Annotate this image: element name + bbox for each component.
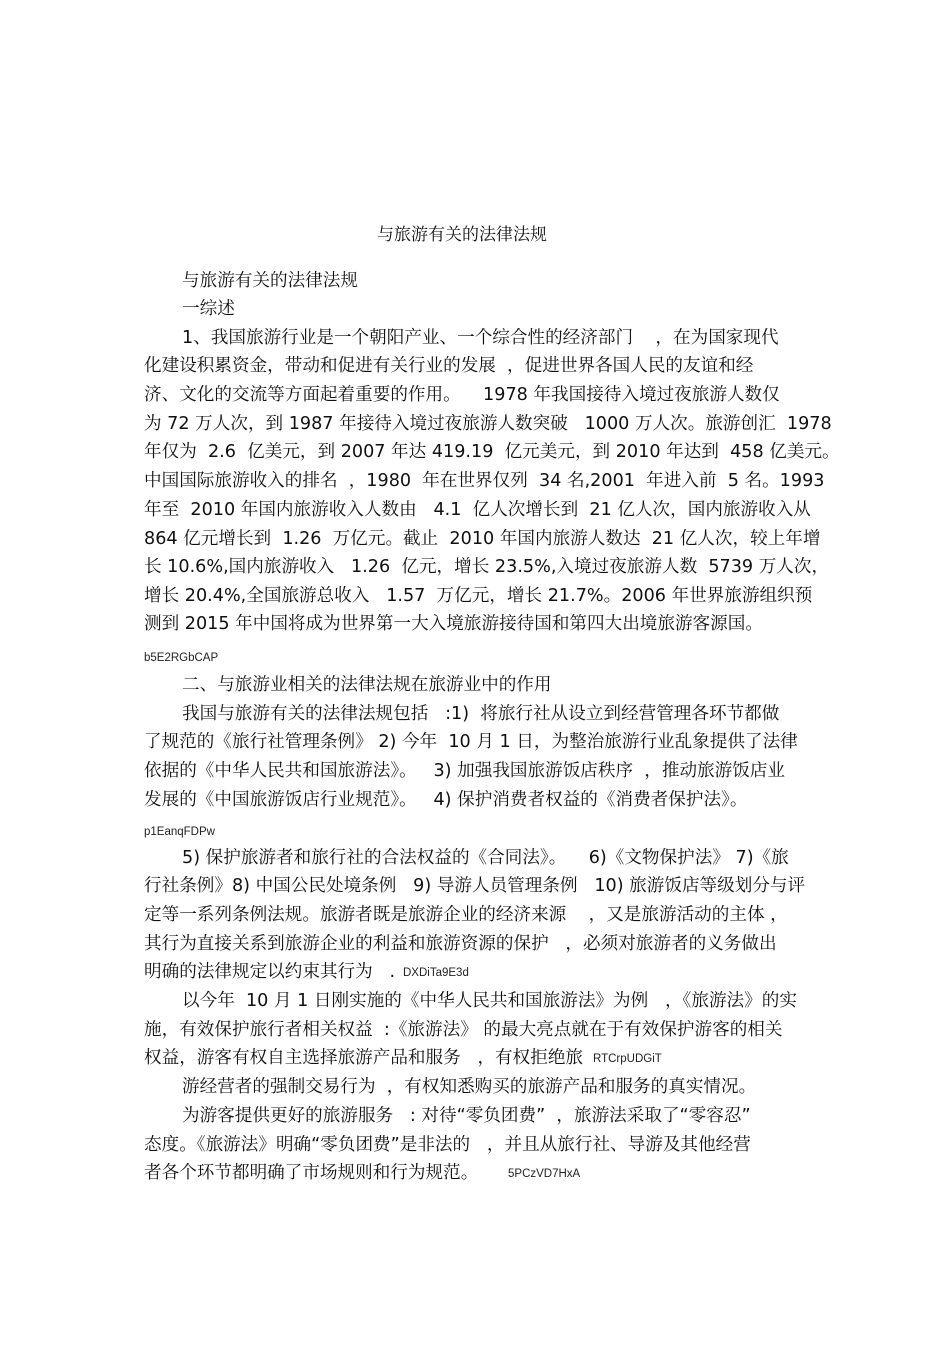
paragraph-line: 中国国际旅游收入的排名 ，1980 年在世界仅列 34 名,2001 年进入前 5 名。1993 (144, 471, 825, 491)
paragraph-line: 者各个环节都明确了市场规则和行为规范。 (144, 1163, 479, 1183)
paragraph-line: 态度。《旅游法》明确“零负团费”是非法的 ，并且从旅行社、导游及其他经营 (144, 1135, 751, 1155)
paragraph-line: 明确的法律规定以约束其行为 . (144, 962, 396, 982)
section-heading: 一综述 (182, 299, 235, 319)
paragraph-line: 游经营者的强制交易行为 ，有权知悉购买的旅游产品和服务的真实情况。 (182, 1077, 757, 1097)
paragraph-line: 为 72 万人次，到 1987 年接待入境过夜旅游人数突破 1000 万人次。旅游创汇 1978 (144, 414, 832, 434)
paragraph-line: 以今年 10 月 1 日刚实施的《中华人民共和国旅游法》为例 ，《旅游法》的实 (182, 991, 797, 1011)
paragraph-line: 年至 2010 年国内旅游收入人数由 4.1 亿人次增长到 21 亿人次，国内旅游收入从 (144, 500, 811, 520)
paragraph-line: 年仅为 2.6 亿美元，到 2007 年达 419.19 亿元美元，到 2010 年达到 458 亿美元。 (144, 442, 840, 462)
document-title: 与旅游有关的法律法规 (377, 225, 547, 245)
paragraph-line: 化建设积累资金，带动和促进有关行业的发展 ，促进世界各国人民的友谊和经 (144, 356, 754, 376)
paragraph-line: 依据的《中华人民共和国旅游法》。 3) 加强我国旅游饭店秩序 ，推动旅游饭店业 (144, 761, 786, 781)
paragraph-line: 发展的《中国旅游饭店行业规范》。 4) 保护消费者权益的《消费者保护法》。 (144, 790, 748, 810)
paragraph-line: 了规范的《旅行社管理条例》 2) 今年 10 月 1 日，为整治旅游行业乱象提供了法律 (144, 732, 798, 752)
section-heading: 与旅游有关的法律法规 (182, 271, 358, 291)
paragraph-line: 864 亿元增长到 1.26 万亿元。截止 2010 年国内旅游人数达 21 亿人次，较上年增 (144, 529, 821, 549)
paragraph-line: 5) 保护旅游者和旅行社的合法权益的《合同法》。 6)《文物保护法》 7)《旅 (182, 848, 789, 868)
paragraph-line: 其行为直接关系到旅游企业的利益和旅游资源的保护 ，必须对旅游者的义务做出 (144, 934, 777, 954)
paragraph-line: 为游客提供更好的旅游服务 : 对待“零负团费” ，旅游法采取了“零容忍” (182, 1106, 751, 1126)
section-heading: 二、与旅游业相关的法律法规在旅游业中的作用 (182, 675, 552, 695)
doc-code: b5E2RGbCAP (144, 652, 219, 664)
paragraph-line: 1、我国旅游行业是一个朝阳产业、一个综合性的经济部门 ，在为国家现代 (182, 328, 779, 348)
paragraph-line: 施，有效保护旅行者相关权益 :《旅游法》 的最大亮点就在于有效保护游客的相关 (144, 1020, 783, 1040)
doc-code: RTCrpUDGiT (593, 1053, 662, 1065)
paragraph-line: 权益，游客有权自主选择旅游产品和服务 ，有权拒绝旅 (144, 1048, 584, 1068)
doc-code: DXDiTa9E3d (403, 967, 469, 979)
doc-code: 5PCzVD7HxA (508, 1168, 581, 1180)
paragraph-line: 我国与旅游有关的法律法规包括 :1) 将旅行社从设立到经营管理各环节都做 (182, 704, 780, 724)
paragraph-line: 长 10.6%,国内旅游收入 1.26 亿元，增长 23.5%,入境过夜旅游人数 5739 万人次， (144, 557, 830, 577)
paragraph-line: 行社条例》8) 中国公民处境条例 9) 导游人员管理条例 10) 旅游饭店等级划分与评 (144, 876, 806, 896)
paragraph-line: 测到 2015 年中国将成为世界第一大入境旅游接待国和第四大出境旅游客源国。 (144, 614, 763, 634)
paragraph-line: 增长 20.4%,全国旅游总收入 1.57 万亿元，增长 21.7%。2006 年世界旅游组织预 (144, 586, 813, 606)
paragraph-line: 定等一系列条例法规。旅游者既是旅游企业的经济来源 ，又是旅游活动的主体 ， (144, 905, 788, 925)
doc-code: p1EanqFDPw (144, 826, 215, 838)
paragraph-line: 济、文化的交流等方面起着重要的作用。 1978 年我国接待入境过夜旅游人数仅 (144, 385, 780, 405)
